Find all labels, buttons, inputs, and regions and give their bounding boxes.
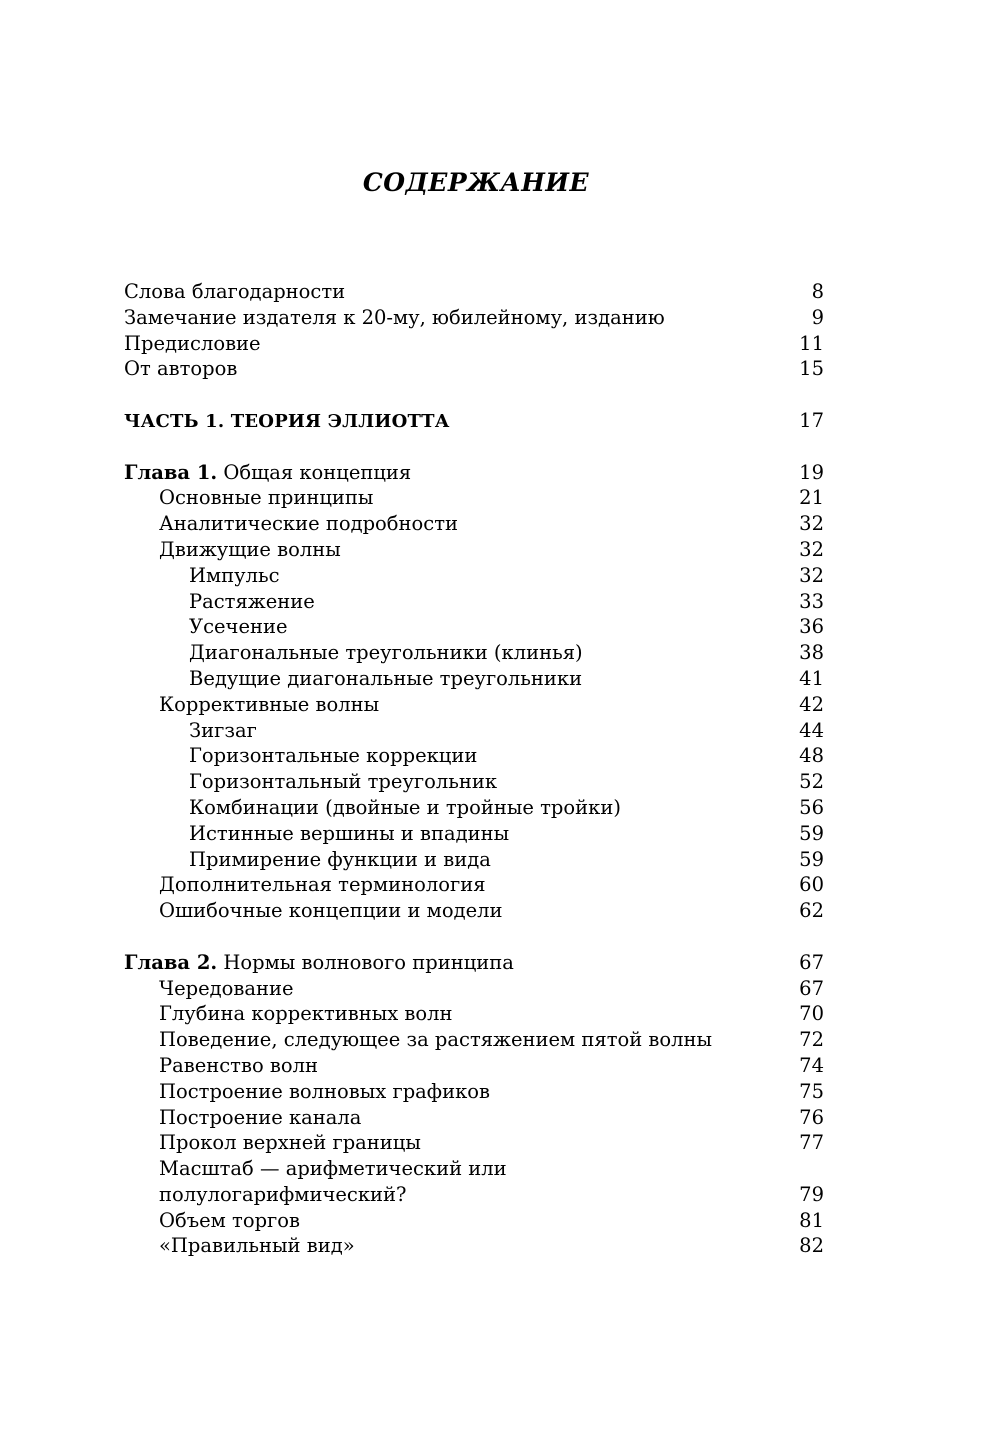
toc-entry-page: 74 <box>799 1053 824 1077</box>
toc-entry-page: 70 <box>799 1002 824 1026</box>
toc-entry-label: Равенство волн <box>159 1053 318 1077</box>
toc-entry[interactable] <box>124 821 824 847</box>
toc-entry-label: Зигзаг <box>189 718 257 742</box>
toc-entry[interactable] <box>124 847 824 873</box>
toc-entry[interactable] <box>124 305 824 331</box>
toc-entry-label: Глубина коррективных волн <box>159 1002 453 1026</box>
toc-entry-label: Замечание издателя к 20-му, юбилейному, изданию <box>124 305 665 329</box>
toc-entry-label: Объем торгов <box>159 1208 300 1232</box>
toc-entry-page: 38 <box>799 641 824 665</box>
toc-entry-label: Комбинации (двойные и тройные тройки) <box>189 795 621 819</box>
page-title: СОДЕРЖАНИЕ <box>362 168 590 197</box>
toc-entry-page: 67 <box>799 950 824 974</box>
toc-entry[interactable] <box>124 1130 824 1156</box>
toc-entry[interactable] <box>124 537 824 563</box>
toc-entry-label: От авторов <box>124 357 238 381</box>
toc-entry[interactable] <box>124 485 824 511</box>
toc-entry-page: 77 <box>799 1131 824 1155</box>
toc-entry-page: 19 <box>799 460 824 484</box>
toc-entry[interactable] <box>124 1053 824 1079</box>
toc-entry-label: Истинные вершины и впадины <box>189 821 510 845</box>
toc-entry[interactable] <box>124 1027 824 1053</box>
toc-entry-label: Прокол верхней границы <box>159 1131 421 1155</box>
toc-entry[interactable] <box>124 692 824 718</box>
chapter-number: Глава 2. <box>124 950 218 974</box>
toc-entry[interactable] <box>124 279 824 305</box>
toc-entry-label: ЧАСТЬ 1. ТЕОРИЯ ЭЛЛИОТТА <box>124 410 450 432</box>
toc-entry[interactable] <box>124 614 824 640</box>
toc-entry-label: Коррективные волны <box>159 692 380 716</box>
toc-entry-page: 17 <box>799 408 824 432</box>
toc-entry-page: 56 <box>799 795 824 819</box>
toc-entry-label: Нормы волнового принципа <box>223 950 514 974</box>
toc-entry-label: Построение волновых графиков <box>159 1079 490 1103</box>
toc-entry-page: 42 <box>799 692 824 716</box>
toc-entry-page: 62 <box>799 899 824 923</box>
toc-entry-page: 76 <box>799 1105 824 1129</box>
toc-entry-page: 82 <box>799 1234 824 1258</box>
toc-entry[interactable] <box>124 511 824 537</box>
toc-entry-label: «Правильный вид» <box>159 1234 355 1258</box>
toc-entry[interactable] <box>124 1001 824 1027</box>
toc-entry[interactable] <box>124 1233 824 1259</box>
toc-entry[interactable] <box>124 1156 824 1182</box>
toc-entry-label: Диагональные треугольники (клинья) <box>189 641 583 665</box>
toc-entry-page: 8 <box>811 280 824 303</box>
toc-entry-page: 11 <box>799 331 824 355</box>
toc-entry-page: 59 <box>799 847 824 871</box>
toc-entry[interactable] <box>124 1182 824 1208</box>
toc-entry-page: 36 <box>799 615 824 639</box>
toc-entry-page: 33 <box>799 589 824 613</box>
toc-entry[interactable] <box>124 640 824 666</box>
toc-entry-label: Усечение <box>189 615 288 639</box>
toc-entry-page: 48 <box>799 744 824 768</box>
toc-entry-page: 44 <box>799 718 824 742</box>
toc-entry[interactable] <box>124 1079 824 1105</box>
toc-entry-label: Масштаб — арифметический или <box>159 1157 507 1181</box>
toc-entry-page: 79 <box>799 1182 824 1206</box>
toc-entry[interactable] <box>124 331 824 357</box>
toc-entry-label: Построение канала <box>159 1105 362 1129</box>
toc-chapter-heading[interactable] <box>124 460 824 486</box>
toc-entry-label: Слова благодарности <box>124 280 346 303</box>
toc-entry[interactable] <box>124 976 824 1002</box>
toc-entry-label: Предисловие <box>124 331 261 355</box>
toc-entry-label: Поведение, следующее за растяжением пятой волны <box>159 1028 713 1052</box>
toc-entry-page: 67 <box>799 976 824 1000</box>
toc-entry[interactable] <box>124 1105 824 1131</box>
toc-entry[interactable] <box>124 872 824 898</box>
toc-entry-label: Горизонтальный треугольник <box>189 770 498 794</box>
toc-entry-page: 9 <box>811 305 824 329</box>
toc-entry[interactable] <box>124 769 824 795</box>
toc-entry[interactable] <box>124 718 824 744</box>
toc-entry-page: 15 <box>799 357 824 381</box>
toc-entry[interactable] <box>124 356 824 382</box>
toc-entry[interactable] <box>124 898 824 924</box>
toc-entry-page: 75 <box>799 1079 824 1103</box>
toc-entry[interactable] <box>124 666 824 692</box>
toc-entry-page: 52 <box>799 770 824 794</box>
toc-chapter-heading[interactable] <box>124 950 824 976</box>
toc-entry-label: Дополнительная терминология <box>159 873 486 897</box>
toc-entry-page: 41 <box>799 666 824 690</box>
toc-entry[interactable] <box>124 795 824 821</box>
toc-entry-label: Примирение функции и вида <box>189 847 491 871</box>
toc-entry-page: 32 <box>799 512 824 536</box>
toc-entry-label: полулогарифмический? <box>159 1182 407 1206</box>
toc-entry[interactable] <box>124 743 824 769</box>
toc-entry[interactable] <box>124 589 824 615</box>
toc-entry-page: 32 <box>799 563 824 587</box>
toc-entry-label: Общая концепция <box>223 460 412 484</box>
toc-entry-label: Чередование <box>159 976 294 1000</box>
toc-part-heading[interactable] <box>124 408 824 434</box>
toc-entry-page: 81 <box>799 1208 824 1232</box>
table-of-contents <box>124 279 824 1259</box>
toc-entry-page: 59 <box>799 821 824 845</box>
toc-entry-label: Горизонтальные коррекции <box>189 744 478 768</box>
toc-entry[interactable] <box>124 563 824 589</box>
toc-entry-label: Ведущие диагональные треугольники <box>189 666 583 690</box>
toc-entry-page: 60 <box>799 873 824 897</box>
toc-entry-label: Растяжение <box>189 589 315 613</box>
toc-entry-label: Движущие волны <box>159 537 341 561</box>
toc-entry-label: Основные принципы <box>159 486 374 510</box>
toc-entry-page: 32 <box>799 537 824 561</box>
toc-entry-page: 72 <box>799 1028 824 1052</box>
toc-entry-label: Импульс <box>189 563 280 587</box>
toc-entry-label: Аналитические подробности <box>159 512 458 536</box>
chapter-number: Глава 1. <box>124 460 218 484</box>
toc-entry-label: Ошибочные концепции и модели <box>159 899 503 923</box>
toc-entry[interactable] <box>124 1208 824 1234</box>
toc-entry-page: 21 <box>799 486 824 510</box>
